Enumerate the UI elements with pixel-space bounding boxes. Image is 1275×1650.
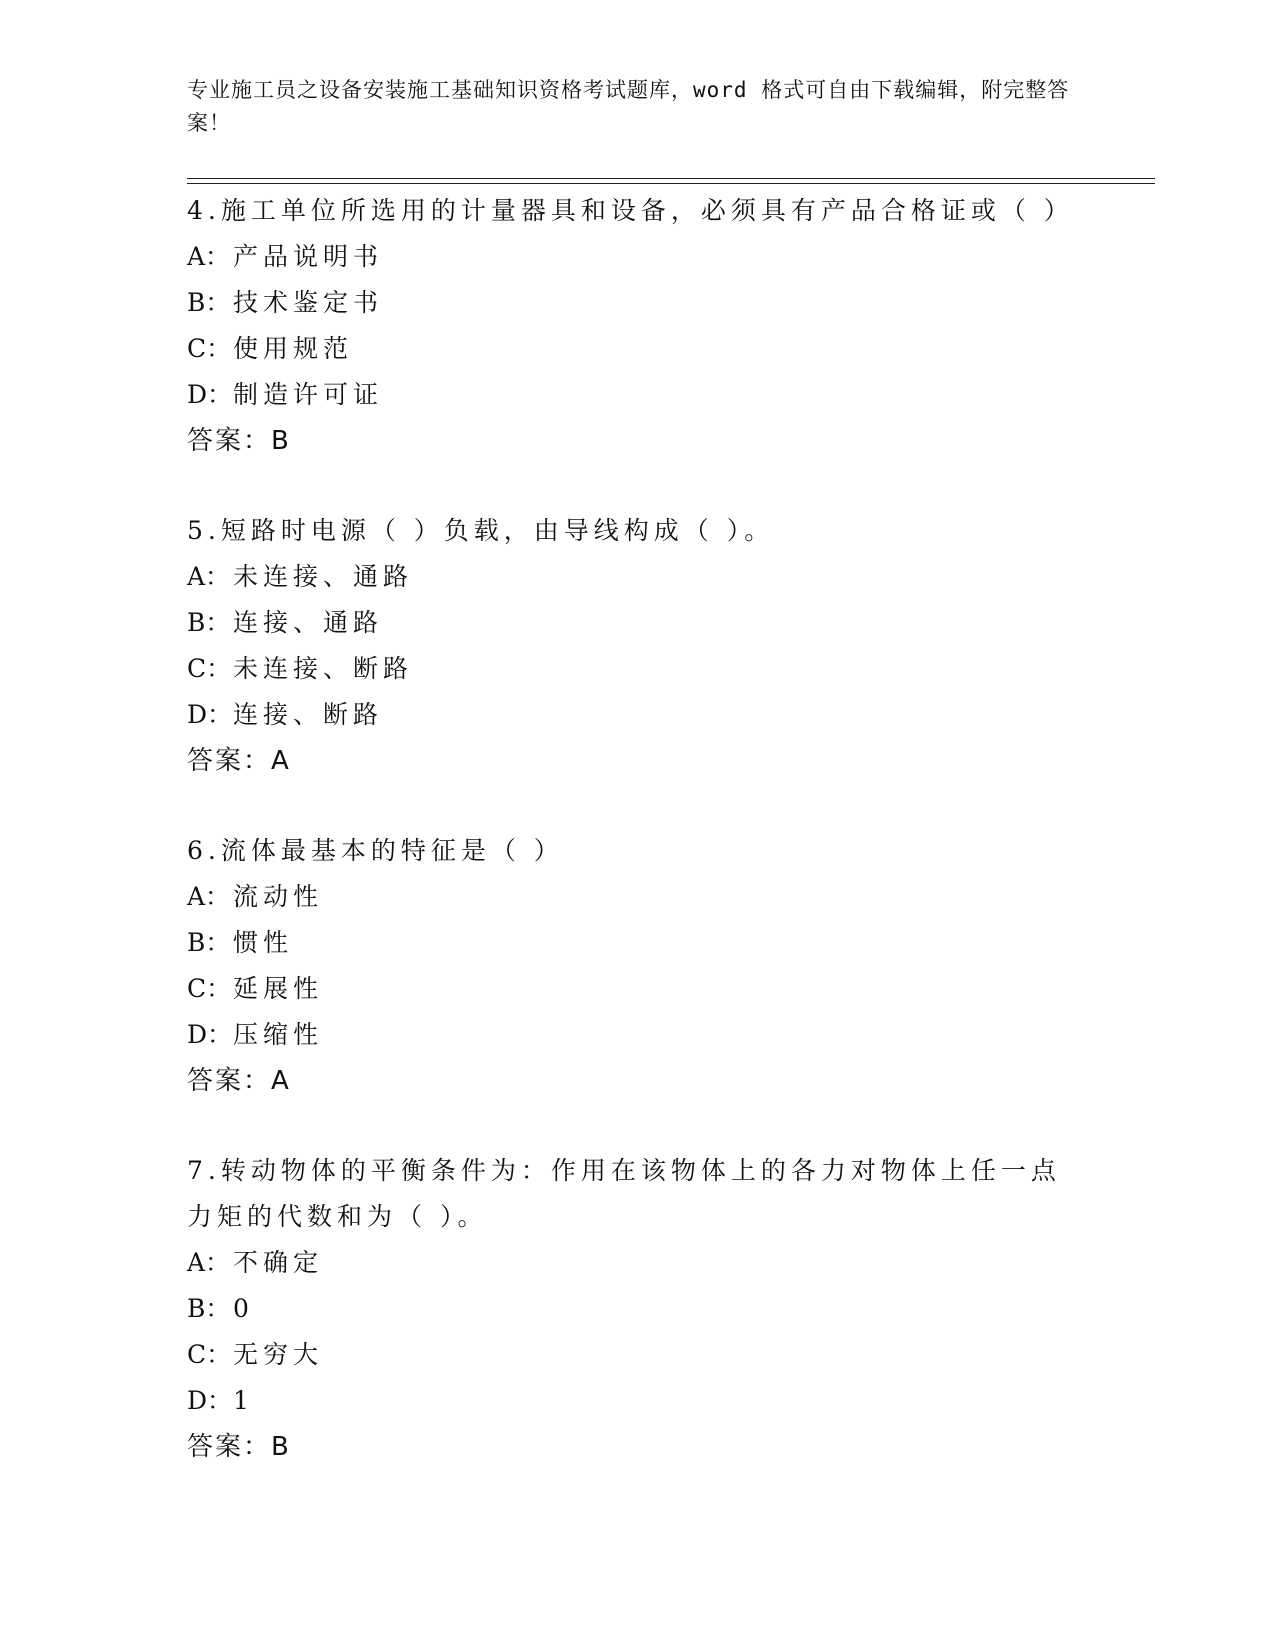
answer-line: 答案：A <box>187 1066 291 1096</box>
option-key: C： <box>187 1340 232 1369</box>
question-6 <box>187 828 1087 1104</box>
option-d <box>187 1012 1087 1058</box>
option-key: C： <box>187 654 232 683</box>
option-key: C： <box>187 334 232 363</box>
option-text: 未连接、断路 <box>233 654 414 683</box>
option-b <box>187 600 1087 646</box>
option-a <box>187 874 1087 920</box>
question-5 <box>187 508 1087 784</box>
answer-line: 答案：B <box>187 1432 291 1462</box>
option-key: A： <box>187 562 231 591</box>
option-text: 使用规范 <box>233 334 354 363</box>
option-key: B： <box>187 288 231 317</box>
option-b <box>187 920 1087 966</box>
question-stem: 7.转动物体的平衡条件为：作用在该物体上的各力对物体上任一点力矩的代数和为（ ）。 <box>187 1156 1061 1231</box>
option-text: 不确定 <box>233 1248 324 1277</box>
option-key: D： <box>187 380 233 409</box>
document-intro: 专业施工员之设备安装施工基础知识资格考试题库，word 格式可自由下载编辑，附完整答案！ <box>187 78 1070 135</box>
option-text: 惯性 <box>233 928 294 957</box>
option-text: 连接、通路 <box>233 608 384 637</box>
option-b <box>187 280 1087 326</box>
option-text: 压缩性 <box>233 1020 324 1049</box>
question-4 <box>187 188 1087 464</box>
header-divider-bottom <box>187 183 1155 184</box>
option-key: D： <box>187 1020 233 1049</box>
question-stem: 5.短路时电源（ ）负载，由导线构成（ ）。 <box>187 516 775 545</box>
option-b <box>187 1286 1087 1332</box>
option-text: 无穷大 <box>233 1340 324 1369</box>
option-text: 制造许可证 <box>233 380 384 409</box>
answer-line: 答案：B <box>187 426 291 456</box>
option-d <box>187 372 1087 418</box>
option-c <box>187 1332 1087 1378</box>
option-text: 延展性 <box>233 974 324 1003</box>
option-key: A： <box>187 242 231 271</box>
option-a <box>187 554 1087 600</box>
option-a <box>187 234 1087 280</box>
option-a <box>187 1240 1087 1286</box>
option-text: 技术鉴定书 <box>233 288 384 317</box>
answer-line: 答案：A <box>187 746 291 776</box>
option-text: 产品说明书 <box>233 242 384 271</box>
header-divider-top <box>187 178 1155 179</box>
option-key: B： <box>187 1294 231 1323</box>
question-stem: 4.施工单位所选用的计量器具和设备，必须具有产品合格证或（ ） <box>187 196 1074 225</box>
option-c <box>187 326 1087 372</box>
option-d <box>187 1378 1087 1424</box>
question-stem: 6.流体最基本的特征是（ ） <box>187 836 564 865</box>
option-key: A： <box>187 882 231 911</box>
option-key: D： <box>187 700 233 729</box>
question-7 <box>187 1148 1087 1470</box>
option-text: 0 <box>233 1294 254 1323</box>
option-text: 1 <box>233 1386 254 1415</box>
option-c <box>187 646 1087 692</box>
option-key: A： <box>187 1248 231 1277</box>
option-key: B： <box>187 928 231 957</box>
option-key: C： <box>187 974 232 1003</box>
option-key: B： <box>187 608 231 637</box>
option-text: 连接、断路 <box>233 700 384 729</box>
option-text: 未连接、通路 <box>233 562 414 591</box>
option-d <box>187 692 1087 738</box>
option-text: 流动性 <box>233 882 324 911</box>
option-key: D： <box>187 1386 233 1415</box>
option-c <box>187 966 1087 1012</box>
